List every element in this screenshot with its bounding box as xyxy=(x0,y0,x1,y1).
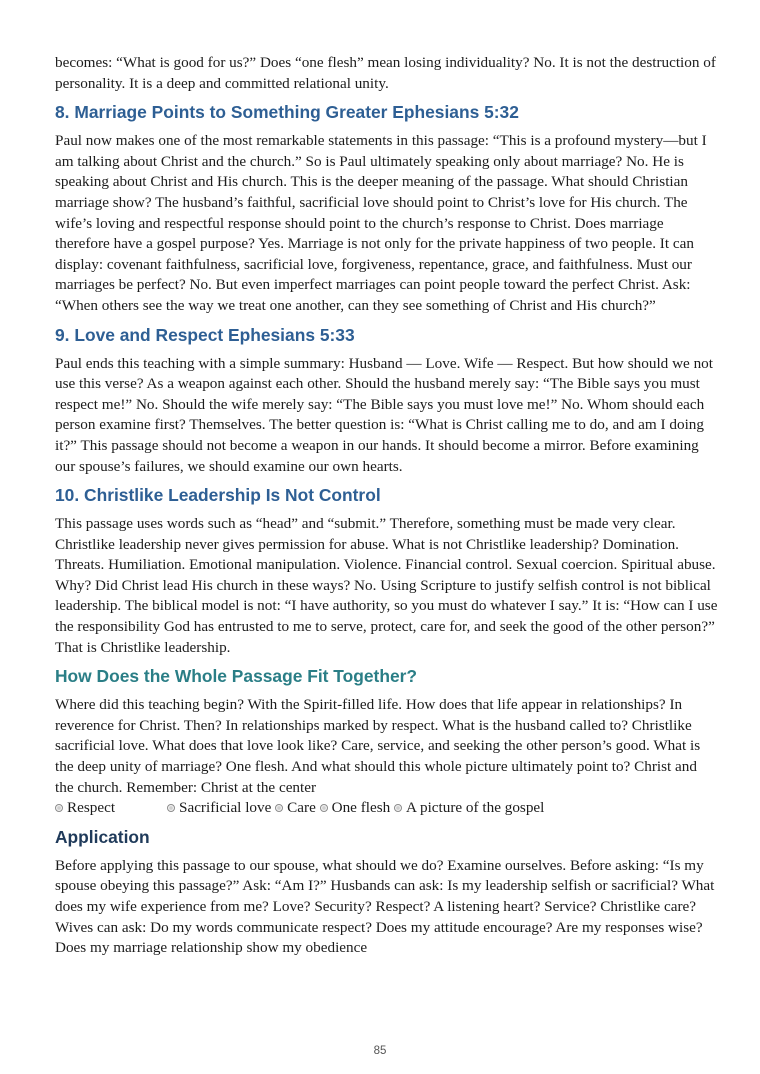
bullet-item xyxy=(275,798,316,819)
bullet-item xyxy=(394,798,544,819)
bullet-icon xyxy=(55,804,63,812)
bullet-label: Respect xyxy=(67,799,116,817)
intro-paragraph: becomes: “What is good for us?” Does “one flesh” mean losing individuality? No. It is not the destruction of personality. It is a deep and committed relational unity. xyxy=(55,54,716,92)
bullet-icon xyxy=(167,804,175,812)
bullet-icon xyxy=(275,804,283,812)
passage-summary-paragraph: Where did this teaching begin? With the Spirit-filled life. How does that life appear in relationships? In reverence for Christ. Then? In relationships marked by respect. What is the husband called to? Christlike sacrificial love. What does that love look like? Care, service, and seeking the other person’s good. What is the deep unity of marriage? One flesh. And what should this whole picture ultimately point to? Christ and the church. Remember: Christ at the center xyxy=(55,696,701,796)
summary-bullet-list xyxy=(55,798,719,819)
section-10-heading: 10. Christlike Leadership Is Not Control xyxy=(55,485,381,506)
section-9-paragraph: Paul ends this teaching with a simple summary: Husband — Love. Wife — Respect. But how should we not use this verse? As a weapon against each other. Should the husband merely say: “The Bible says you must respect me!” No. Should the wife merely say: “The Bible says you must love me!” No. Whom should each person examine first? Themselves. The better question is: “What is Christ calling me to do, and am I doing it?” This passage should not become a weapon in our hands. It should become a mirror. Before examining our spouse’s failures, we should examine our own hearts. xyxy=(55,354,713,475)
bullet-icon xyxy=(394,804,402,812)
page-content xyxy=(55,53,719,959)
section-8-paragraph: Paul now makes one of the most remarkable statements in this passage: “This is a profound mystery—but I am talking about Christ and the church.” So is Paul ultimately speaking only about marriage? No. He is speaking about Christ and His church. This is the deeper meaning of the passage. What should Christian marriage show? The husband’s faithful, sacrificial love should point to Christ’s love for His church. The wife’s loving and respectful response should point to the church’s response to Christ. Does marriage therefore have a gospel purpose? Yes. Marriage is not only for the private happiness of two people. It can display: covenant faithfulness, sacrificial love, forgiveness, repentance, grace, and faithfulness. Must our marriages be perfect? No. But even imperfect marriages can point people toward the perfect Christ. Ask: “When others see the way we treat one another, can they see something of Christ and His church?” xyxy=(55,132,707,314)
bullet-label: Care xyxy=(287,799,316,817)
application-heading: Application xyxy=(55,826,150,847)
bullet-item xyxy=(320,798,391,819)
section-9-heading: 9. Love and Respect Ephesians 5:33 xyxy=(55,324,355,345)
passage-summary-heading: How Does the Whole Passage Fit Together? xyxy=(55,666,418,687)
bullet-icon xyxy=(320,804,328,812)
bullet-label: A picture of the gospel xyxy=(406,799,545,817)
section-8-heading: 8. Marriage Points to Something Greater Ephesians 5:32 xyxy=(55,102,519,123)
page-number: 85 xyxy=(373,1045,387,1057)
bullet-label: Sacrificial love xyxy=(179,799,272,817)
bullet-label: One flesh xyxy=(331,799,391,817)
application-paragraph: Before applying this passage to our spouse, what should we do? Examine ourselves. Before asking: “Is my spouse obeying this passage?” Ask: “Am I?” Husbands can ask: Is my leadership selfish or sacrificial? What does my wife experience from me? Love? Security? Respect? A listening heart? Service? Christlike care? Wives can ask: Do my words communicate respect? Does my attitude encourage? Are my responses wise? Does my marriage relationship show my obedience xyxy=(55,856,715,957)
bullet-item xyxy=(55,798,167,819)
bullet-item xyxy=(167,798,271,819)
section-10-paragraph: This passage uses words such as “head” and “submit.” Therefore, something must be made very clear. Christlike leadership never gives permission for abuse. What is not Christlike leadership? Domination. Threats. Humiliation. Emotional manipulation. Violence. Financial control. Sexual coercion. Spiritual abuse. Why? Did Christ lead His church in these ways? No. Using Scripture to justify selfish control is not biblical leadership. The biblical model is not: “I have authority, so you must do whatever I say.” It is: “How can I use the responsibility God has entrusted to me to serve, protect, care for, and seek the good of the other person?” That is Christlike leadership. xyxy=(55,515,718,656)
